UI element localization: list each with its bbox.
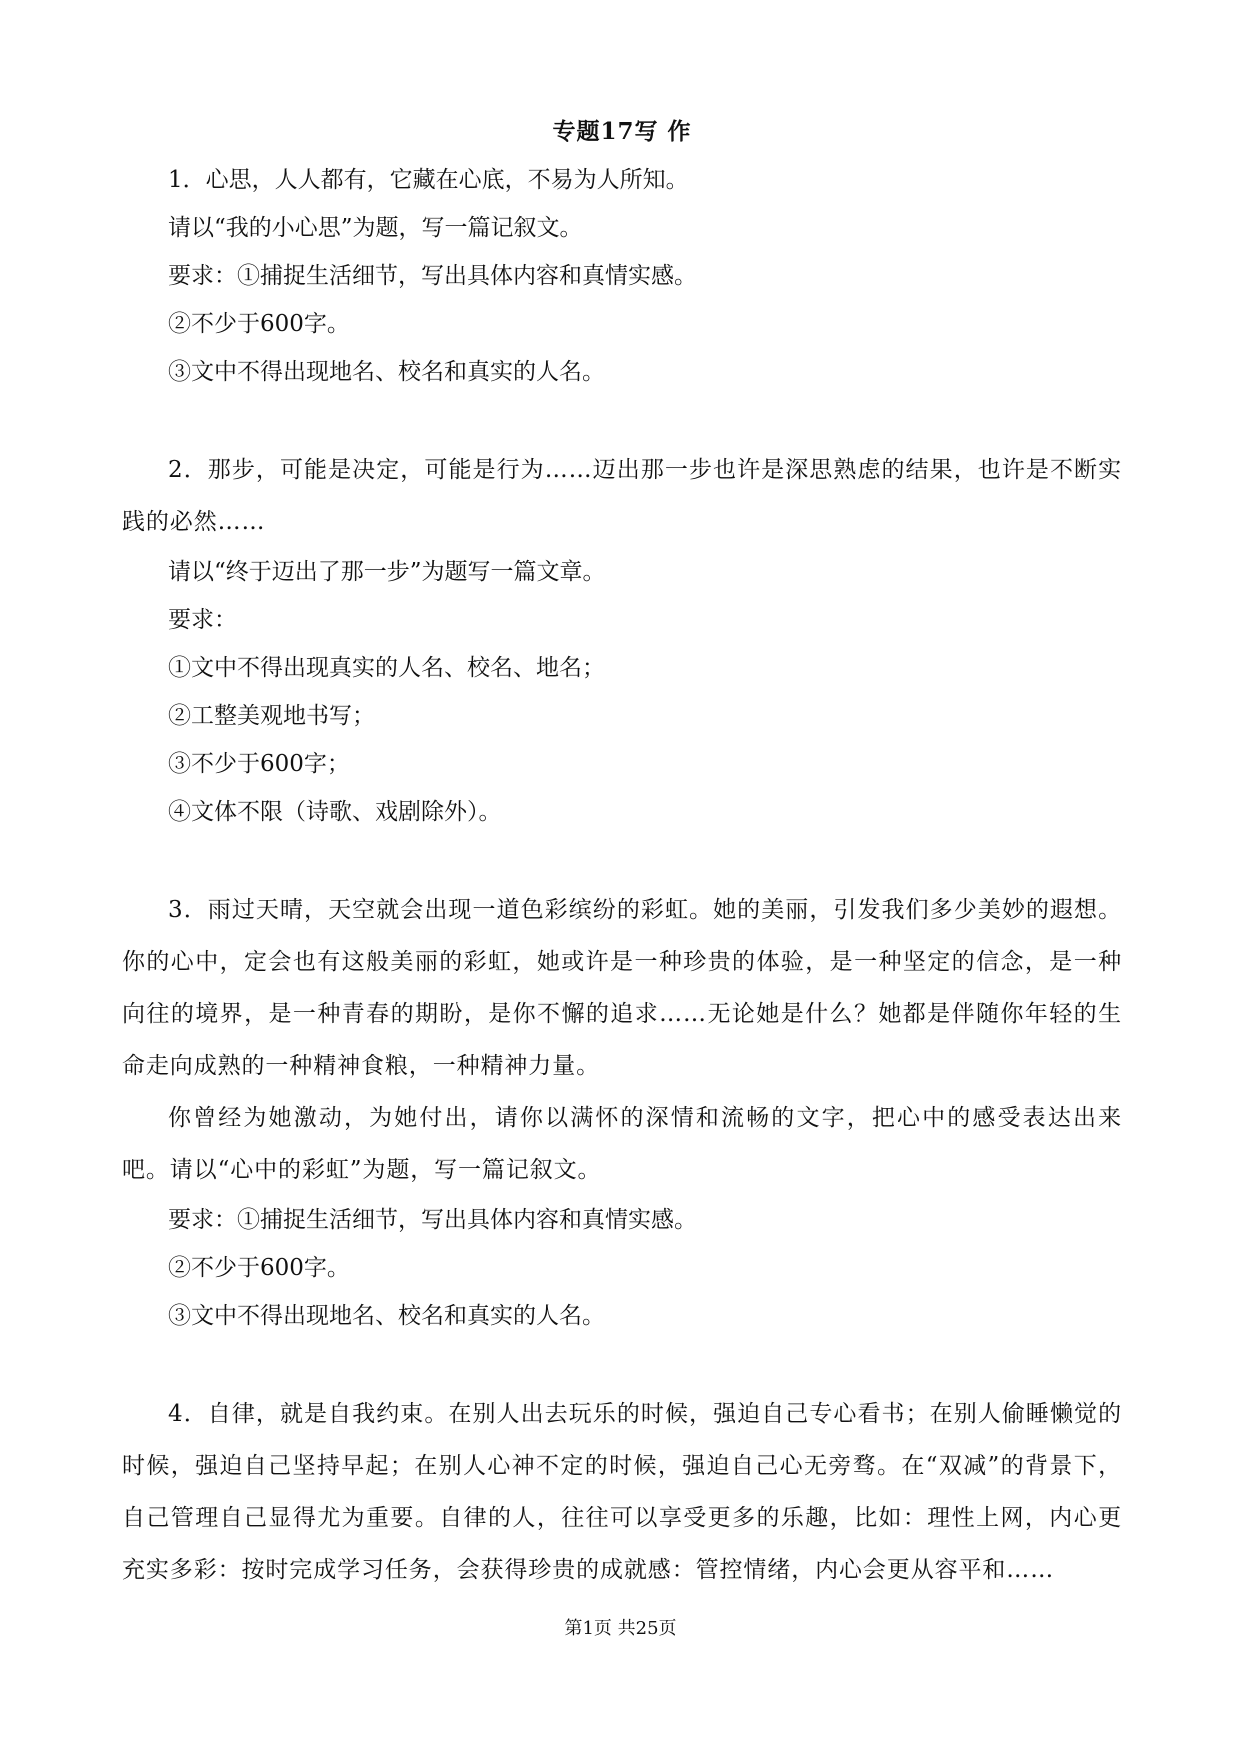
question-3-task: 你曾经为她激动，为她付出，请你以满怀的深情和流畅的文字，把心中的感受表达出来吧。请以“心中的彩虹”为题，写一篇记叙文。	[122, 1105, 1122, 1183]
question-1-task: 请以“我的小心思”为题，写一篇记叙文。	[168, 215, 583, 241]
question-1-requirement-1: 要求：①捕捉生活细节，写出具体内容和真情实感。	[168, 263, 697, 289]
document-page	[122, 108, 1122, 1596]
question-2-requirement-2: ②工整美观地书写；	[168, 703, 375, 729]
question-3-requirement-1: 要求：①捕捉生活细节，写出具体内容和真情实感。	[168, 1207, 697, 1233]
question-2-requirement-label: 要求：	[168, 607, 237, 633]
question-4-intro: 4．自律，就是自我约束。在别人出去玩乐的时候，强迫自己专心看书；在别人偷睡懒觉的时候，强迫自己坚持早起；在别人心神不定的时候，强迫自己心无旁骛。在“双减”的背景下，自己管理自己显得尤为重要。自律的人，往往可以享受更多的乐趣，比如：理性上网，内心更充实多彩：按时完成学习任务，会获得珍贵的成就感：管控情绪，内心会更从容平和……	[122, 1401, 1122, 1583]
page-footer: 第1页 共25页	[564, 1618, 677, 1639]
question-3-requirement-2: ②不少于600字。	[168, 1255, 350, 1281]
question-3-intro: 3．雨过天晴，天空就会出现一道色彩缤纷的彩虹。她的美丽，引发我们多少美妙的遐想。你的心中，定会也有这般美丽的彩虹，她或许是一种珍贵的体验，是一种坚定的信念，是一种向往的境界，是一种青春的期盼，是你不懈的追求……无论她是什么？她都是伴随你年轻的生命走向成熟的一种精神食粮，一种精神力量。	[122, 897, 1122, 1079]
page-title: 专题17写 作	[552, 118, 692, 145]
question-2-requirement-1: ①文中不得出现真实的人名、校名、地名；	[168, 655, 605, 681]
spacer	[122, 1340, 1122, 1388]
question-1-requirement-2: ②不少于600字。	[168, 311, 350, 337]
question-2-requirement-4: ④文体不限（诗歌、戏剧除外）。	[168, 799, 502, 825]
spacer	[122, 836, 1122, 884]
question-2-task: 请以“终于迈出了那一步”为题写一篇文章。	[168, 559, 606, 585]
question-1	[122, 156, 1122, 396]
question-3-requirement-3: ③文中不得出现地名、校名和真实的人名。	[168, 1303, 605, 1329]
question-4	[122, 1388, 1122, 1596]
question-1-intro: 1．心思，人人都有，它藏在心底，不易为人所知。	[168, 167, 689, 193]
question-3	[122, 884, 1122, 1340]
question-2-intro: 2．那步，可能是决定，可能是行为……迈出那一步也许是深思熟虑的结果，也许是不断实践的必然……	[122, 457, 1122, 535]
spacer	[122, 396, 1122, 444]
question-1-requirement-3: ③文中不得出现地名、校名和真实的人名。	[168, 359, 605, 385]
question-2	[122, 444, 1122, 836]
question-2-requirement-3: ③不少于600字；	[168, 751, 350, 777]
